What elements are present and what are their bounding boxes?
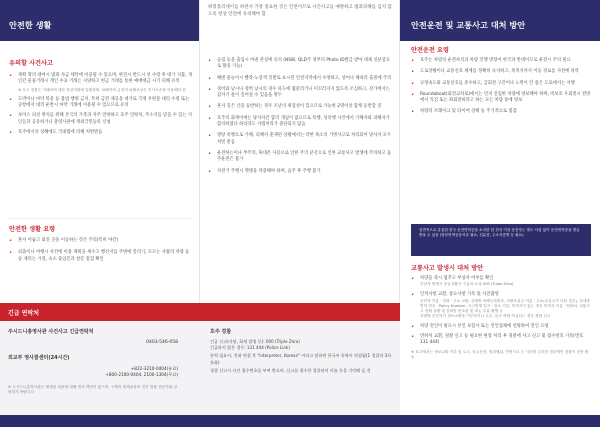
police-info: [210, 339, 392, 374]
list-item: • 차량의 브레이크 및 타이어 상태 등 주기적으로 점검: [411, 109, 517, 116]
bullet-icon: •: [208, 168, 212, 175]
subsection-title: 교통사고 발생시 대처 방안: [411, 265, 484, 272]
list-item: • 차량을 즉시 멈추고 부상자 여부를 확인: [411, 276, 494, 282]
list-item: • 인적사항 교환, 증요사항 기록 및 사진촬영: [411, 291, 499, 298]
list-item: • 운전하는이나 부주의, 휴대폰 사용으로 인한 주의 분산으로 인한 교통사고 발생에 주의하고 음주운전은 불가: [208, 150, 392, 163]
bullet-icon: •: [9, 113, 13, 120]
mofa-note: ※ 주시드니총영사관은 계계된 내용에 대해 법적 책임이 없으며, 구체적 계계내용의 경우 법률 전문가와 상담하기 바랍니다: [8, 385, 178, 395]
list-item: • 도로상황이나 교통신호 체계를 정확히 숙지하고, 목적지까지 이동 경로를 사전에 파악: [411, 69, 579, 76]
police-line: 통역 필요시, 전화 연결 후 "Interpreter, Korean" 이라고 말하면 한국어 통역이 연결됨(1 경찰과 3자 통화): [210, 353, 392, 365]
list-item: • 호주에서의 상해에도 국내법에 의해 처벌받음: [9, 129, 103, 136]
section-title: 긴급 연락처: [8, 310, 40, 317]
column-driving-safety: [400, 0, 600, 427]
subsection-title: 유의할 사건사고: [9, 60, 53, 67]
list-item: • 혼자 어둡고 외진 곳을 이동하는 것은 주의(특히 야간): [9, 238, 119, 244]
bullet-icon: •: [411, 291, 415, 298]
emergency-contacts-header: [0, 303, 400, 321]
bullet-list: [9, 73, 193, 136]
list-item: • 호주의 화재이에는 당사자간 합의 개념이 없으므로 폭행, 성폭행 사건에서 가해자와 피해자가 합의하였다 하더라도 사법처리가 중단되지 않음: [208, 115, 390, 128]
bullet-list: [411, 276, 591, 360]
list-item: • 보이스 피싱 방지를 위해 본국의 가족과 자주 연락하고 호주 연락처, 주소지를 믿을 수 있는 지인들과 공유하거나 총영사관에 재외국민등록 신청: [9, 113, 193, 125]
mofa-phones: [8, 366, 178, 379]
consulate-phone[interactable]: 0403-546-058: [146, 340, 178, 345]
bullet-icon: •: [411, 323, 415, 330]
bullet-icon: •: [208, 58, 212, 64]
bullet-icon: •: [411, 109, 415, 116]
bullet-icon: •: [208, 104, 212, 111]
subsection-title: 안전운전 요령: [411, 47, 450, 54]
bullet-icon: •: [411, 276, 415, 282]
list-note: ※ 호주에서는 정보교환 거부 및 도주, 음주운전, 범죄행위, 인명사고 등 사건의 심각한 경우에만 경찰이 현장 출동: [411, 349, 589, 359]
bullet-icon: •: [208, 133, 212, 140]
police-line: 경찰 신고시 사건 접수번호를 부여 받으며, 신고를 접수한 경찰관의 이름 등을 기억해 둘 것: [210, 367, 371, 373]
list-item: • 규정속도와 교통신호를 준수하고, 급회전 구간이나 노면이 안 좋은 도로에서는 서행: [411, 80, 575, 87]
mofa-title: 외교부 영사콜센터(24시간): [8, 355, 70, 361]
list-item: • 혼자 깊은 산을 등반하는 경우 조난의 위험성이 있으므로 가능한 2명이상 함께 등반할 것: [208, 104, 382, 111]
bullet-icon: •: [208, 150, 212, 157]
section-title: 안전운전 및 교통사고 대처 방안: [411, 20, 526, 30]
section-title: 안전한 생활: [9, 20, 52, 30]
bullet-icon: •: [411, 91, 415, 98]
bullet-list: [9, 238, 193, 263]
section-header: [0, 0, 199, 41]
list-item: • 도박이나 마약 복용 등 불법 행위 금지, 특히 금전 제공을 대가로 국제 우편물 대리 수령 또는 공항에서 대리 운반시 마약 거래에 이용될 수 있으므로 유의: [9, 96, 190, 109]
police-line: 긴급하지 않은 경우: 131 444 (Police Link): [210, 345, 290, 351]
bullet-icon: •: [411, 58, 415, 64]
bullet-icon: •: [9, 129, 13, 136]
list-item: • 외출이나 여행시 사건에 이용 계획을 세우고 행선지를 주변에 알리기, 모르는 사람의 차량 등승 제의는 거절, 숙소 출입문과 창문 점검 확인: [9, 250, 190, 262]
bullet-icon: •: [9, 73, 13, 79]
list-item: • 자전거 주행시 헬멧을 착용해야 하며, 음주 후 주행 불가: [208, 168, 321, 175]
mofa-phone-paid[interactable]: +822-3210-0404(유료): [130, 366, 178, 371]
bullet-icon: •: [208, 115, 212, 122]
list-item: • Roundabout(회전교차로)에서는 먼저 진입한 차량에 양보해야 하며, 비보호 우회전시 전방에서 직진 또는 좌회전하려고 하는 모든 차량 통에 양보: [411, 91, 591, 104]
list-item: • 면허처 교환, 경찰 신고 등 필요한 현장 처리 후 경찰에 사고 신고 및 접수번호 기록(번호 131 444): [411, 333, 584, 346]
police-line: 긴급 신고(사망, 화재 발생 등): 000 (Triple Zero): [210, 339, 300, 344]
divider: [9, 218, 191, 219]
list-note: 상대방 운전자가 정보교환을 거부하거나 도주, 음주 역할 의심되는 경우 경찰 신고: [420, 314, 551, 319]
list-item: • 해변 물놀이시 빨강-노랑색 깃발로 표시된 안전지역에서 수영하고, 상어나 해파리 출몰에 주의: [208, 75, 392, 82]
section-header: [400, 0, 600, 41]
bullet-icon: •: [208, 86, 212, 93]
consulate-title: 주시드니총영사관 사건사고 긴급연락처: [8, 329, 94, 335]
list-note: 부상자 발생시 응급상황시 구급차 요청 000 (Triple Zero): [420, 282, 514, 287]
mofa-phone-free[interactable]: +800-2100-0404, 2100-1304(무료): [105, 372, 178, 378]
emergency-contacts-panel: [0, 321, 400, 427]
bullet-icon: •: [411, 69, 415, 76]
footer-bar: [0, 415, 600, 427]
list-item: • 차량 견인이 필요시 본인 보험사 또는 견인업체에 연락하여 견인 요청: [411, 323, 549, 330]
list-item: • 경비와 낚시나 절벽 낚시의 경우 파도에 휩쓸리거나 미끄러지지 않도록 조심하고, 강가에서는 갑자기 물이 깊어질 수 있음을 명두: [208, 86, 390, 99]
bullet-icon: •: [208, 75, 212, 82]
list-note: ※ 호주 경찰은 거래처에 대한 정상지원에 입출하며, 피해자의 금전적 피해보상은 민사소송을 이용해야 함: [18, 87, 186, 92]
bullet-list: [208, 58, 394, 175]
bullet-icon: •: [9, 96, 13, 103]
bullet-icon: •: [9, 238, 13, 244]
list-item: • 계획 명의 대여시 범죄 자금 세탁에 이용될 수 있으며, 한진시 반드시 선 수령 후 대가 지불, 개인간 물품거래시 계인 수표 거래는 지양하고 현금 거래를 통한 예매대금 시기 피해 유의: [9, 73, 193, 85]
list-item: • 술집 등을 출입시 여권 분실에 유의 (NSW, QLD주 정부의 Photo ID발급 받아 대체 신분증으로 활용 가능): [208, 58, 391, 70]
list-item: • 방탕 폭행으로 가해, 피해자 훈재된 상황에서는 약한 목소의 거병사고로 처리되어 당사자 모두 처벌 받음: [208, 133, 392, 145]
bullet-icon: •: [411, 80, 415, 87]
bullet-icon: •: [411, 333, 415, 340]
subsection-title: 안전한 생활 요령: [9, 226, 56, 233]
license-notice: 일반적으로 유효한 한국 운전면허증을 소지한 한 건서 이상 운전자는 별도 서험 없이 운전면허증을 발급 받을 수 있음 (영문번역공증서류 필요, 신분증, 주소지증명 등 필요): [411, 224, 591, 256]
bullet-icon: •: [9, 250, 13, 257]
bullet-list: [411, 58, 591, 116]
list-item: • 호주는 차량의 운전자석과 차량 진행 방향이 한국과 반대이므로 운전시 주의 필요: [411, 58, 571, 64]
list-note: 운전자 이름 · 전화 · 주소 교환, 상대방 차량등록번호, 차량소유주 이름 · 주소(소유주가 다를 경우), 상대방 면허 번호 · Policy Number, 사고발생 일시 · 장소 기록, 목격자가 있는 경우 목격자 이름 · 연락처, 교통사고 전체 상황 및 상대방 번호판 및 파손 부분 촬영 등: [420, 298, 590, 314]
intro-text: 워킹홀리데이를 하면서 가장 중요한 것은 안전이므로 사건사고를 예방하고 범죄피해를 입지 않도록 항상 안전에 유의해야 함: [208, 5, 392, 17]
police-title: 호주 경찰: [210, 329, 232, 335]
